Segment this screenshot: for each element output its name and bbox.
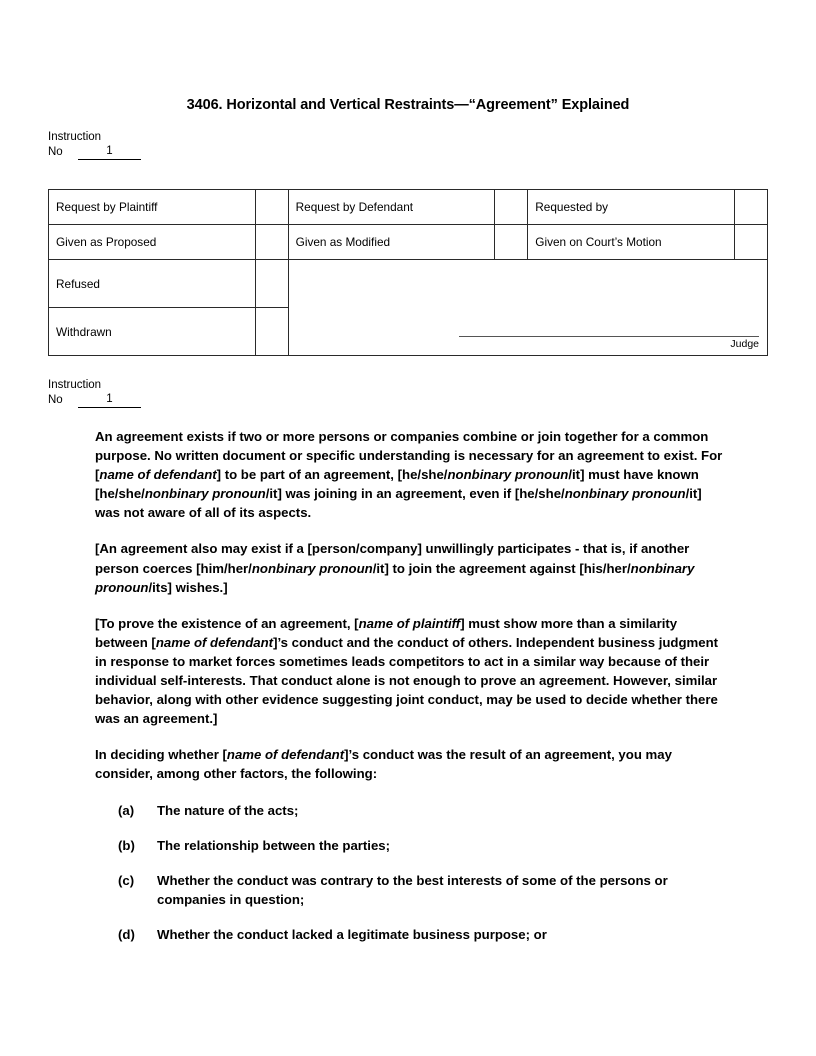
- p3-placeholder-plaintiff: name of plaintiff: [358, 615, 461, 631]
- p1-placeholder-pronoun-1: nonbinary pronoun: [447, 467, 569, 483]
- paragraph-definition: [95, 427, 723, 522]
- list-item-marker: (d): [118, 926, 135, 942]
- cell-refused: Refused: [49, 260, 256, 308]
- list-item-marker: (c): [118, 872, 135, 888]
- instruction-number-header-body: [48, 378, 141, 408]
- p1-seg3: /it] must have known [he/she/: [95, 467, 699, 502]
- p1-placeholder-pronoun-3: nonbinary pronoun: [564, 486, 686, 502]
- list-item: [95, 801, 723, 820]
- paragraph-factors-intro: [95, 745, 723, 783]
- p2-placeholder-pronoun-1: nonbinary pronoun: [251, 560, 373, 576]
- p3-seg2: ] must show more than a similarity between [: [95, 615, 678, 650]
- p2-placeholder-pronoun-2: nonbinary pronoun: [95, 560, 695, 595]
- paragraph-unwilling-participation: [95, 539, 723, 596]
- checkbox-given-as-modified[interactable]: [495, 225, 528, 260]
- checkbox-given-as-proposed[interactable]: [255, 225, 288, 260]
- instruction-number-header-top: [48, 130, 141, 160]
- p1-seg5: /it] was not aware of all of its aspects.: [95, 486, 702, 521]
- list-item-label: Whether the conduct lacked a legitimate business purpose; or: [157, 926, 547, 942]
- checkbox-withdrawn[interactable]: [255, 308, 288, 356]
- page-title: 3406. Horizontal and Vertical Restraints—“Agreement” Explained: [186, 97, 630, 113]
- list-item-marker: (b): [118, 837, 135, 853]
- factors-list: [95, 801, 723, 944]
- instruction-no-label-body: No: [48, 394, 63, 406]
- instruction-label-body: Instruction: [48, 379, 102, 391]
- checkbox-refused[interactable]: [255, 260, 288, 308]
- p1-placeholder-pronoun-2: nonbinary pronoun: [144, 486, 266, 502]
- judge-signature-block: [459, 336, 759, 351]
- instruction-number-field-top[interactable]: 1: [78, 145, 141, 160]
- instruction-disposition-table: [48, 189, 768, 356]
- checkbox-requested-by[interactable]: [734, 190, 767, 225]
- p3-placeholder-defendant: name of defendant: [155, 634, 274, 650]
- p2-seg1: [An agreement also may exist if a [person/company] unwillingly participates - that is, if another person coerces [him/her/: [95, 541, 690, 576]
- cell-request-by-plaintiff: Request by Plaintiff: [49, 190, 256, 225]
- instruction-body: [95, 427, 723, 960]
- checkbox-request-by-plaintiff[interactable]: [255, 190, 288, 225]
- cell-withdrawn: Withdrawn: [49, 308, 256, 356]
- paragraph-proving-agreement: [95, 614, 723, 729]
- table-row: [49, 260, 768, 308]
- p4-seg1: In deciding whether [: [95, 747, 227, 763]
- p2-seg3: /its] wishes.]: [148, 579, 228, 595]
- instruction-label-top: Instruction: [48, 131, 102, 143]
- cell-given-on-courts-motion: Given on Court’s Motion: [528, 225, 735, 260]
- instruction-number-field-body[interactable]: 1: [78, 393, 141, 408]
- p2-seg2: /it] to join the agreement against [his/her/: [372, 560, 631, 576]
- list-item-label: Whether the conduct was contrary to the best interests of some of the persons or companies in question;: [157, 872, 668, 907]
- table-row: [49, 190, 768, 225]
- cell-given-as-proposed: Given as Proposed: [49, 225, 256, 260]
- judge-label: Judge: [730, 338, 759, 350]
- list-item: [95, 871, 723, 909]
- p4-placeholder-defendant: name of defendant: [226, 747, 345, 763]
- list-item: [95, 925, 723, 944]
- p1-placeholder-defendant: name of defendant: [99, 467, 217, 483]
- p1-seg1: An agreement exists if two or more persons or companies combine or join together for a common purpose. No written document or specific understanding is necessary for an agreement to exist. For [: [95, 429, 723, 483]
- cell-given-as-modified: Given as Modified: [288, 225, 495, 260]
- instruction-no-label-top: No: [48, 146, 63, 158]
- judge-signature-area: [288, 260, 767, 356]
- cell-request-by-defendant: Request by Defendant: [288, 190, 495, 225]
- p3-seg3: ]’s conduct and the conduct of others. Independent business judgment in response to market forces sometimes leads competitors to act in a similar way because of their individual self-interests. That conduct alone is not enough to prove an agreement. However, similar behavior, along with other evidence suggesting joint conduct, may be used to decide whether there was an agreement.]: [95, 634, 719, 727]
- list-item-marker: (a): [118, 802, 135, 818]
- cell-requested-by: Requested by: [528, 190, 735, 225]
- p3-seg1: [To prove the existence of an agreement, [: [95, 615, 359, 631]
- p1-seg4: /it] was joining in an agreement, even if [he/she/: [265, 486, 565, 502]
- list-item-label: The nature of the acts;: [157, 802, 299, 818]
- list-item-label: The relationship between the parties;: [157, 837, 391, 853]
- table-row: [49, 225, 768, 260]
- p1-seg2: ] to be part of an agreement, [he/she/: [216, 467, 448, 483]
- list-item: [95, 836, 723, 855]
- checkbox-given-on-courts-motion[interactable]: [734, 225, 767, 260]
- checkbox-request-by-defendant[interactable]: [495, 190, 528, 225]
- p4-seg2: ]’s conduct was the result of an agreement, you may consider, among other factors, the following:: [95, 747, 672, 782]
